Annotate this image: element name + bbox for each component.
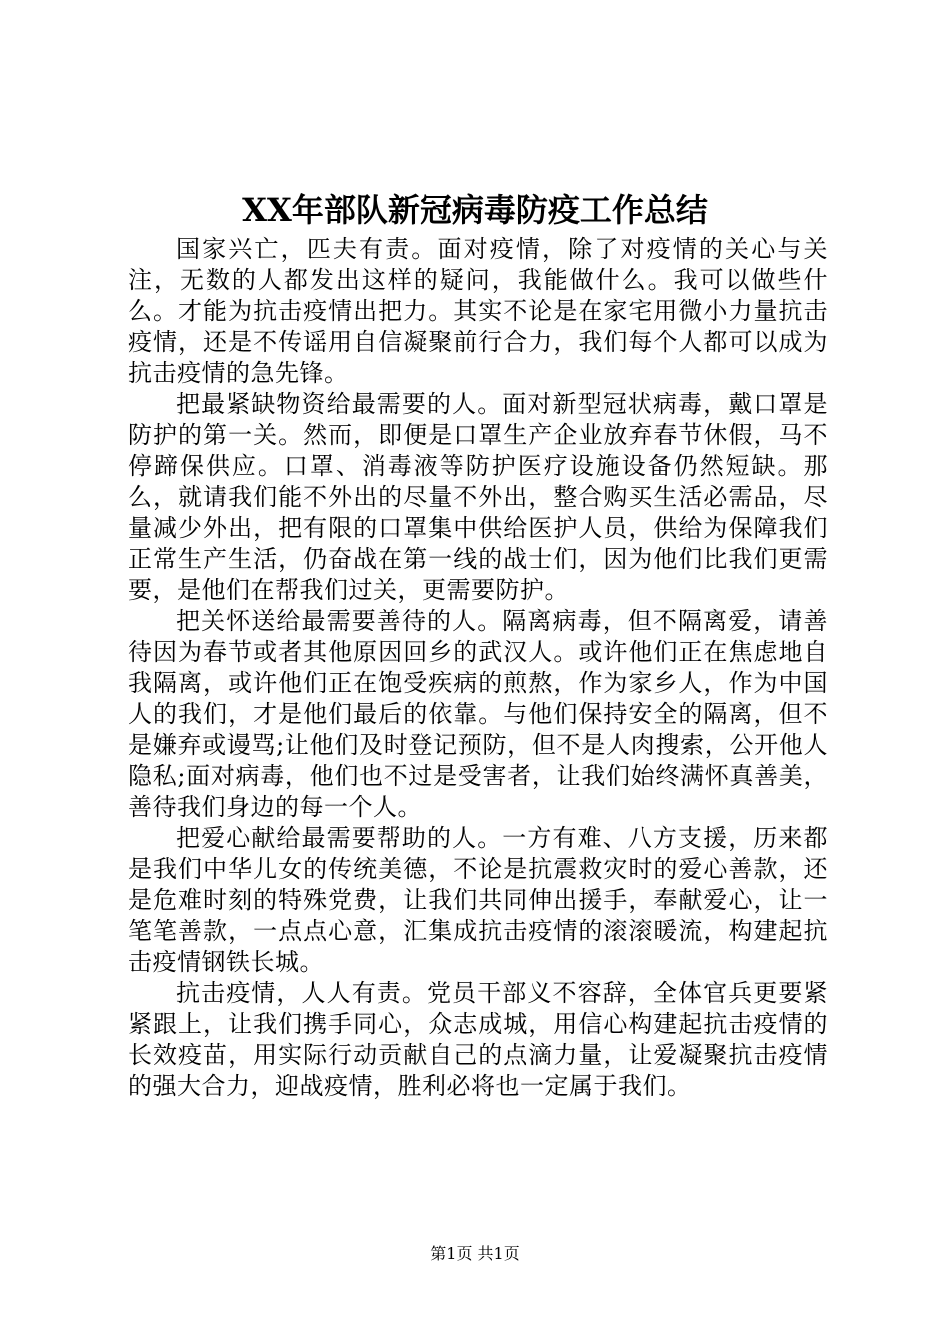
page-footer: 第1页 共1页 xyxy=(430,1244,520,1263)
document-title: XX年部队新冠病毒防疫工作总结 xyxy=(242,191,708,229)
paragraph-5: 抗击疫情，人人有责。党员干部义不容辞，全体官兵更要紧紧跟上，让我们携手同心，众志成城，用信心构建起抗击疫情的长效疫苗，用实际行动贡献自己的点滴力量，让爱凝聚抗击疫情的强大合力，迎战疫情，胜利必将也一定属于我们。 xyxy=(128,979,828,1100)
paragraph-2: 把最紧缺物资给最需要的人。面对新型冠状病毒，戴口罩是防护的第一关。然而，即便是口罩生产企业放弃春节休假，马不停蹄保供应。口罩、消毒液等防护医疗设施设备仍然短缺。那么，就请我们能不外出的尽量不外出，整合购买生活必需品，尽量减少外出，把有限的口罩集中供给医护人员，供给为保障我们正常生产生活，仍奋战在第一线的战士们，因为他们比我们更需要，是他们在帮我们过关，更需要防护。 xyxy=(128,390,828,604)
document-body xyxy=(128,234,828,1102)
paragraph-4: 把爱心献给最需要帮助的人。一方有难、八方支援，历来都是我们中华儿女的传统美德，不论是抗震救灾时的爱心善款，还是危难时刻的特殊党费，让我们共同伸出援手，奉献爱心，让一笔笔善款，一点点心意，汇集成抗击疫情的滚滚暖流，构建起抗击疫情钢铁长城。 xyxy=(128,824,828,976)
paragraph-3: 把关怀送给最需要善待的人。隔离病毒，但不隔离爱，请善待因为春节或者其他原因回乡的武汉人。或许他们正在焦虑地自我隔离，或许他们正在饱受疾病的煎熬，作为家乡人，作为中国人的我们，才是他们最后的依靠。与他们保持安全的隔离，但不是嫌弃或谩骂;让他们及时登记预防，但不是人肉搜索，公开他人隐私;面对病毒，他们也不过是受害者，让我们始终满怀真善美，善待我们身边的每一个人。 xyxy=(128,607,828,821)
paragraph-1: 国家兴亡，匹夫有责。面对疫情，除了对疫情的关心与关注，无数的人都发出这样的疑问，我能做什么。我可以做些什么。才能为抗击疫情出把力。其实不论是在家宅用微小力量抗击疫情，还是不传谣用自信凝聚前行合力，我们每个人都可以成为抗击疫情的急先锋。 xyxy=(128,235,828,387)
